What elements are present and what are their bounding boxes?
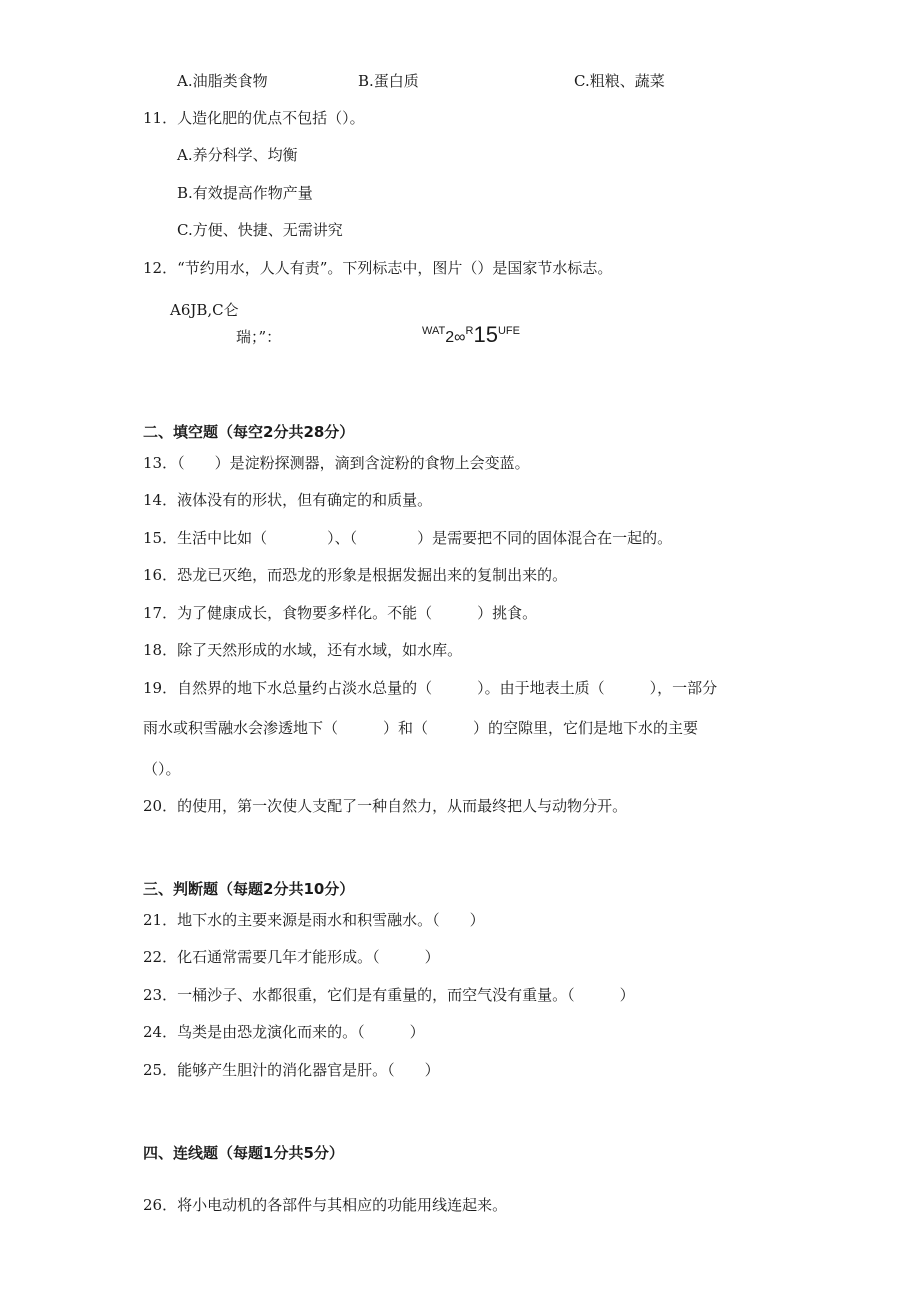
q19-text-line3: （）。 — [143, 760, 181, 778]
q20-text: 20．的使用，第一次使人支配了一种自然力，从而最终把人与动物分开。 — [143, 797, 628, 815]
logo-part-wat: WAT — [422, 325, 446, 337]
q11-option-b: B.有效提高作物产量 — [177, 184, 313, 202]
q24-text: 24．鸟类是由恐龙演化而来的。（ ） — [143, 1023, 425, 1041]
q12-text: 12．“节约用水，人人有责”。下列标志中，图片（）是国家节水标志。 — [143, 259, 613, 277]
logo-part-15: 15 — [473, 322, 498, 347]
section-4-title: 四、连线题（每题1分共5分） — [143, 1144, 344, 1162]
q10-option-b: B.蛋白质 — [358, 72, 419, 90]
logo-part-ufe: UFE — [497, 325, 520, 337]
q12-garbled-options: A6JB,C仑 — [170, 301, 239, 319]
section-2-title: 二、填空题（每空2分共28分） — [143, 423, 355, 441]
q15-text: 15．生活中比如（ ）、（ ）是需要把不同的固体混合在一起的。 — [143, 529, 673, 547]
water-saving-logo-text — [422, 322, 520, 348]
q16-text: 16．恐龙已灭绝，而恐龙的形象是根据发掘出来的复制出来的。 — [143, 566, 568, 584]
q18-text: 18．除了天然形成的水域，还有水域，如水库。 — [143, 641, 463, 659]
q12-garbled-caption: 瑞；”： — [236, 328, 282, 346]
q10-option-c: C.粗粮、蔬菜 — [574, 72, 665, 90]
q10-option-a: A.油脂类食物 — [177, 72, 268, 90]
q23-text: 23．一桶沙子、水都很重，它们是有重量的，而空气没有重量。（ ） — [143, 986, 635, 1004]
q14-text: 14．液体没有的形状，但有确定的和质量。 — [143, 491, 433, 509]
q19-text-line1: 19．自然界的地下水总量约占淡水总量的（ ）。由于地表土质（ ），一部分 — [143, 679, 718, 697]
section-3-title: 三、判断题（每题2分共10分） — [143, 880, 355, 898]
q22-text: 22．化石通常需要几年才能形成。（ ） — [143, 948, 440, 966]
q19-text-line2: 雨水或积雪融水会渗透地下（ ）和（ ）的空隙里，它们是地下水的主要 — [143, 719, 699, 737]
logo-part-2: 2 — [445, 329, 455, 346]
q21-text: 21．地下水的主要来源是雨水和积雪融水。（ ） — [143, 911, 485, 929]
q13-text: 13．（ ）是淀粉探测器，滴到含淀粉的食物上会变蓝。 — [143, 454, 530, 472]
logo-part-infinity: ∞ — [454, 329, 466, 346]
q11-text: 11．人造化肥的优点不包括（）。 — [143, 109, 365, 127]
logo-part-r: R — [465, 325, 474, 337]
q25-text: 25．能够产生胆汁的消化器官是肝。（ ） — [143, 1061, 440, 1079]
q17-text: 17．为了健康成长，食物要多样化。不能（ ）挑食。 — [143, 604, 538, 622]
q26-text: 26．将小电动机的各部件与其相应的功能用线连起来。 — [143, 1196, 508, 1214]
q11-option-a: A.养分科学、均衡 — [177, 146, 298, 164]
q11-option-c: C.方便、快捷、无需讲究 — [177, 221, 343, 239]
